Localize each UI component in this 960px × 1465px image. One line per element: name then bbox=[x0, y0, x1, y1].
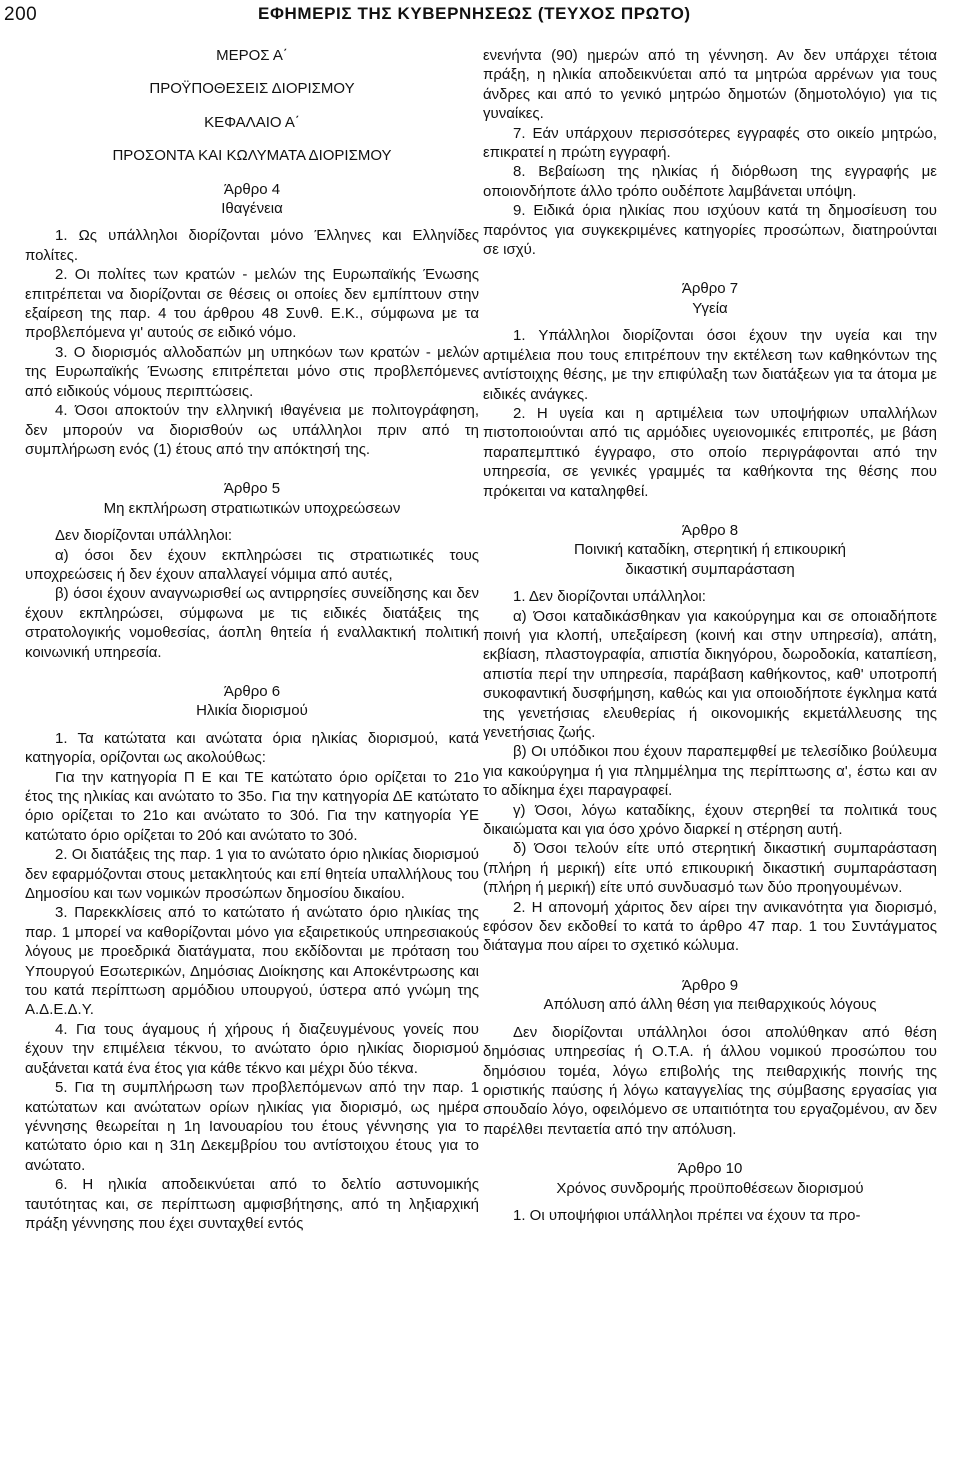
article-title: Υγεία bbox=[692, 299, 728, 317]
article-title: Ιθαγένεια bbox=[221, 200, 283, 218]
paragraph: Για την κατηγορία Π Ε και ΤΕ κατώτατο όριο ορίζεται το 21ο έτος της ηλικίας και ανώτατο το 35ο. Για την κατηγορία ΔΕ κατώτατο όριο ορίζεται το 21ο και ανώτατο το 30ό. Για την κατηγορία ΥΕ κατώτατο όριο ορίζεται το 20ό και ανώτατο το 30ό. bbox=[25, 768, 479, 844]
paragraph: 3. Ο διορισμός αλλοδαπών μη υπηκόων των κρατών - μελών της Ευρωπαϊκής Ένωσης επιτρέπεται μόνο στις προβλεπόμενες από ειδικούς νόμους περιπτώσεις. bbox=[25, 343, 479, 400]
article-number: Άρθρο 7 bbox=[681, 280, 739, 298]
article-5 bbox=[25, 479, 479, 662]
paragraph: 2. Οι πολίτες των κρατών - μελών της Ευρωπαϊκής Ένωσης επιτρέπεται να διορίζονται σε θέσεις οι οποίες δεν εμπίπτουν στην εξαίρεση της παρ. 4 του άρθρου 48 Συνθ. Ε.Κ., σύμφωνα με τα προβλεπόμενα γι' αυτούς σε ειδικό νόμο. bbox=[25, 266, 479, 342]
article-6-continued bbox=[483, 46, 937, 259]
paragraph: 1. Δεν διορίζονται υπάλληλοι: bbox=[513, 588, 706, 606]
paragraph: Δεν διορίζονται υπάλληλοι: bbox=[55, 527, 233, 545]
paragraph: ενενήντα (90) ημερών από τη γέννηση. Αν δεν υπάρχει τέτοια πράξη, η ηλικία αποδεικνύεται από τα μητρώα αρρένων για τους άνδρες και από το γενικό μητρώο δημοτών (δημοτολόγιο) για τις γυναίκες. bbox=[483, 47, 937, 123]
part-title: ΠΡΟΫΠΟΘΕΣΕΙΣ ΔΙΟΡΙΣΜΟΥ bbox=[149, 80, 355, 98]
article-number: Άρθρο 6 bbox=[223, 682, 281, 700]
paragraph: 5. Για τη συμπλήρωση των προβλεπόμενων από την παρ. 1 κατώτατων και ανώτατων ορίων ηλικίας για διορισμό, ως ημέρα γέννησης θεωρείται η 1η Ιανουαρίου του έτους γέννησης για το κατώτατο όριο και η 31η Δεκεμβρίου του αντίστοιχου έτους για το ανώτατο. bbox=[25, 1079, 479, 1174]
left-column bbox=[25, 46, 479, 1233]
article-number: Άρθρο 4 bbox=[223, 180, 281, 198]
article-title: Ηλικία διορισμού bbox=[196, 702, 308, 720]
article-title: Απόλυση από άλλη θέση για πειθαρχικούς λόγους bbox=[543, 996, 877, 1014]
article-7 bbox=[483, 279, 937, 500]
paragraph: γ) Όσοι, λόγω καταδίκης, έχουν στερηθεί τα πολιτικά τους δικαιώματα και για όσο χρόνο διαρκεί η στέρηση αυτή. bbox=[483, 801, 937, 839]
article-number: Άρθρο 9 bbox=[681, 976, 739, 994]
paragraph: β) όσοι έχουν αναγνωρισθεί ως αντιρρησίες συνείδησης και δεν έχουν εκπληρώσει, σύμφωνα με τις ειδικές διατάξεις της στρατολογικής νομοθεσίας, άοπλη θητεία ή εναλλακτική πολιτική κοινωνική υπηρεσία. bbox=[25, 585, 479, 661]
article-number: Άρθρο 5 bbox=[223, 480, 281, 498]
paragraph: β) Οι υπόδικοι που έχουν παραπεμφθεί με τελεσίδικο βούλευμα για κακούργημα ή για πλημμέλημα της περίπτωσης α', έστω και αν το αδίκημα έχει παραγραφεί. bbox=[483, 743, 937, 800]
right-column bbox=[483, 46, 937, 1225]
paragraph: 1. Οι υποψήφιοι υπάλληλοι πρέπει να έχουν τα προ- bbox=[513, 1206, 861, 1224]
paragraph: 2. Η απονομή χάριτος δεν αίρει την ανικανότητα για διορισμό, εφόσον δεν εκδοθεί το κατά το άρθρο 47 παρ. 1 του Συντάγματος διάταγμα που αίρει το σχετικό κώλυμα. bbox=[483, 898, 937, 955]
paragraph: 2. Η υγεία και η αρτιμέλεια των υποψήφιων υπαλλήλων πιστοποιούνται από τις αρμόδιες υγειονομικές επιτροπές, με βάση παραπεμπτικό έγγραφο, στο οποίο περιγράφονται από την υπηρεσία, σε γενικές γραμμές τα καθήκοντα της θέσης που πρόκειται να καταληφθεί. bbox=[483, 404, 937, 500]
article-8 bbox=[483, 521, 937, 956]
article-title: Μη εκπλήρωση στρατιωτικών υποχρεώσεων bbox=[103, 499, 401, 517]
paragraph: 2. Οι διατάξεις της παρ. 1 για το ανώτατο όριο ηλικίας διορισμού δεν εφαρμόζονται στους μετακλητούς και επί θητεία υπαλλήλους του Δημοσίου και των νομικών προσώπων δημοσίου δικαίου. bbox=[25, 846, 479, 903]
paragraph: 9. Ειδικά όρια ηλικίας που ισχύουν κατά τη δημοσίευση του παρόντος για συγκεκριμένες κατηγορίες προσώπων, διατηρούνται σε ισχύ. bbox=[483, 202, 937, 259]
article-title: Χρόνος συνδρομής προϋποθέσεων διορισμού bbox=[556, 1179, 864, 1197]
paragraph: Δεν διορίζονται υπάλληλοι όσοι απολύθηκαν από θέση δημόσιας υπηρεσίας ή Ο.Τ.Α. ή άλλου νομικού προσώπου του δημόσιου τομέα, λόγω επιβολής της πειθαρχικής ποινής της οριστικής παύσης ή λόγω καταγγελίας της σύμβασης εργασίας για σπουδαίο λόγο, οφειλόμενο σε υπαιτιότητα του εργαζομένου, αν δεν παρέλθει πενταετία από την απόλυση. bbox=[483, 1023, 937, 1138]
paragraph: 7. Εάν υπάρχουν περισσότερες εγγραφές στο οικείο μητρώο, επικρατεί η πρώτη εγγραφή. bbox=[483, 124, 937, 162]
paragraph: 1. Ως υπάλληλοι διορίζονται μόνο Έλληνες και Ελληνίδες πολίτες. bbox=[25, 227, 479, 264]
article-4 bbox=[25, 180, 479, 460]
paragraph: 3. Παρεκκλίσεις από το κατώτατο ή ανώτατο όριο ηλικίας της παρ. 1 μπορεί να καθορίζονται μόνο για εξαιρετικούς υπηρεσιακούς λόγους με προεδρικά διατάγματα, που εκδίδονται με πρόταση του Υπουργού Εσωτερικών, Δημόσιας Διοίκησης και Αποκέντρωσης και του κατά περίπτωση αρμόδιου υπουργού, ύστερα από γνώμη της Α.Δ.Ε.Δ.Υ. bbox=[25, 904, 479, 1019]
article-number: Άρθρο 10 bbox=[677, 1160, 743, 1178]
chapter-label: ΚΕΦΑΛΑΙΟ Α΄ bbox=[204, 113, 300, 131]
article-number: Άρθρο 8 bbox=[681, 521, 739, 539]
chapter-title: ΠΡΟΣΟΝΤΑ ΚΑΙ ΚΩΛΥΜΑΤΑ ΔΙΟΡΙΣΜΟΥ bbox=[112, 147, 392, 165]
page-header bbox=[0, 0, 960, 36]
paragraph: 4. Για τους άγαμους ή χήρους ή διαζευγμένους γονείς που έχουν την επιμέλεια τέκνου, το ανώτατο όριο ηλικίας διορισμού αυξάνεται κατά ένα έτος για κάθε τέκνο και μέχρι δύο τέκνα. bbox=[25, 1020, 479, 1077]
paragraph: δ) Όσοι τελούν είτε υπό στερητική δικαστική συμπαράσταση (πλήρη ή μερική) είτε υπό επικουρική δικαστική συμπαράσταση (πλήρη ή μερική) είτε υπό συνδυασμό των δύο προηγουμένων. bbox=[483, 840, 937, 897]
paragraph: 1. Υπάλληλοι διορίζονται όσοι έχουν την υγεία και την αρτιμέλεια που τους επιτρέπουν την εκτέλεση των καθηκόντων της αντίστοιχης θέσης, με την επιφύλαξη των διατάξεων για τα άτομα με ειδικές ανάγκες. bbox=[483, 327, 937, 403]
paragraph: 4. Όσοι αποκτούν την ελληνική ιθαγένεια με πολιτογράφηση, δεν μπορούν να διορισθούν ως υπάλληλοι πριν από τη συμπλήρωση ενός (1) έτους από την απόκτησή της. bbox=[25, 402, 479, 458]
article-title: Ποινική καταδίκη, στερητική ή επικουρική bbox=[573, 541, 847, 559]
part-label: ΜΕΡΟΣ Α΄ bbox=[216, 47, 288, 64]
paragraph: α) όσοι δεν έχουν εκπληρώσει τις στρατιωτικές τους υποχρεώσεις ή δεν έχουν απαλλαγεί νόμιμα από αυτές, bbox=[25, 546, 479, 583]
paragraph: 6. Η ηλικία αποδεικνύεται από το δελτίο αστυνομικής ταυτότητας και, σε περίπτωση αμφισβήτησης, από τη ληξιαρχική πράξη γέννησης που έχει συνταχθεί εντός bbox=[25, 1176, 479, 1232]
paragraph: 1. Τα κατώτατα και ανώτατα όρια ηλικίας διορισμού, κατά κατηγορία, ορίζονται ως ακολούθως: bbox=[25, 729, 479, 767]
article-6 bbox=[25, 682, 479, 1233]
article-title-continued: δικαστική συμπαράσταση bbox=[625, 560, 795, 578]
page-number: 200 bbox=[4, 4, 38, 25]
article-9 bbox=[483, 976, 937, 1139]
gazette-title: ΕΦΗΜΕΡΙΣ ΤΗΣ ΚΥΒΕΡΝΗΣΕΩΣ (ΤΕΥΧΟΣ ΠΡΩΤΟ) bbox=[258, 4, 691, 23]
paragraph: 8. Βεβαίωση της ηλικίας ή διόρθωση της εγγραφής με οποιονδήποτε άλλο τρόπο ουδέποτε λαμβάνεται υπόψη. bbox=[483, 163, 937, 200]
paragraph: α) Όσοι καταδικάσθηκαν για κακούργημα και σε οποιαδήποτε ποινή για κλοπή, υπεξαίρεση (κοινή και στην υπηρεσία), απάτη, εκβίαση, πλαστογραφία, απιστία δικηγόρου, δωροδοκία, καταπίεση, απιστία περί την υπηρεσία, παράβαση καθήκοντος, καθ' υποτροπή συκοφαντική δυσφήμηση, καθώς και για οποιοδήποτε έγκλημα κατά της γενετήσιας ελευθερίας ή οικονομικής εκμετάλλευσης της γενετήσιας ζωής. bbox=[483, 607, 937, 741]
article-10 bbox=[483, 1159, 937, 1225]
